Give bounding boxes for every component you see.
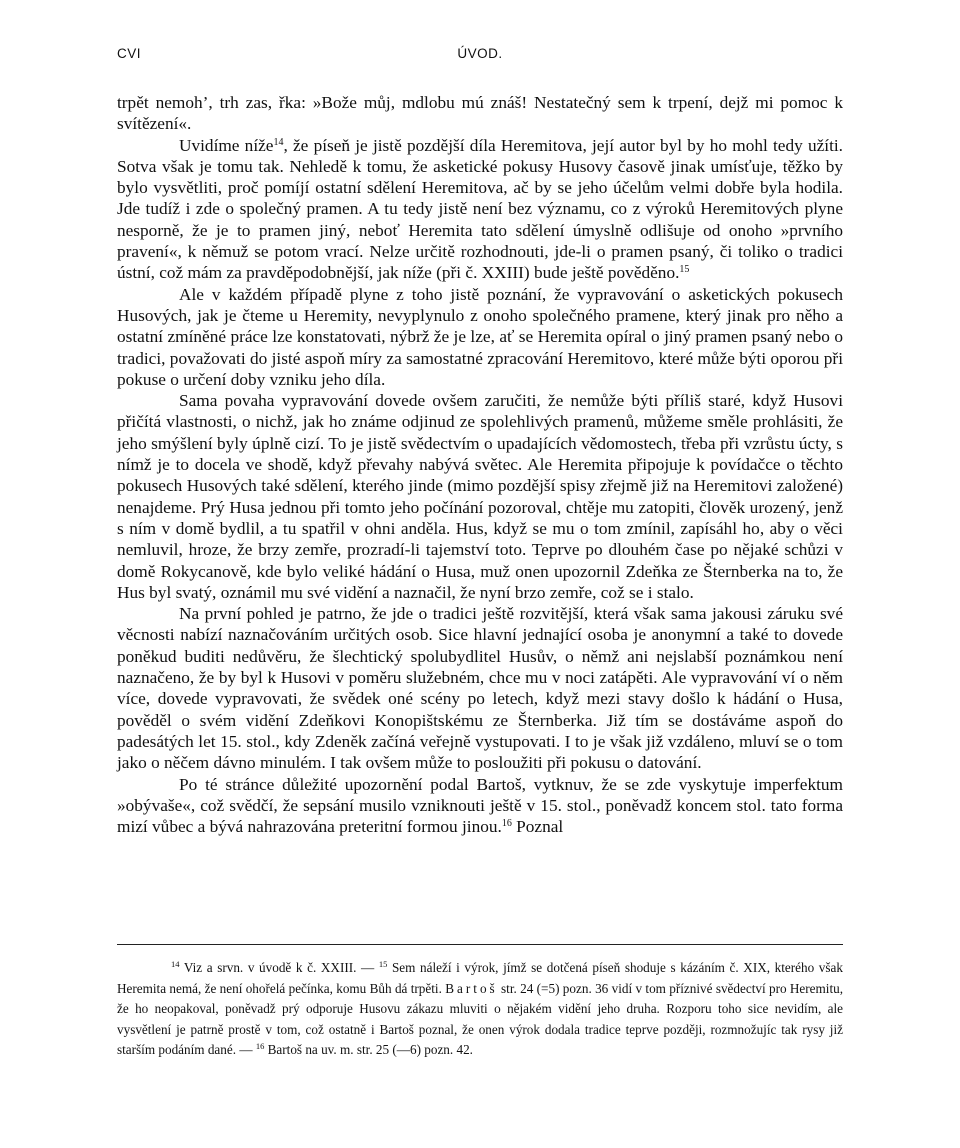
footnote-rule	[117, 944, 843, 945]
cited-author: Bartoš	[445, 980, 498, 996]
paragraph	[117, 135, 843, 284]
paragraph	[117, 92, 843, 135]
footnotes	[117, 958, 843, 1061]
text-run: trpět nemoh’, trh zas, řka: »Bože můj, mdlobu mú znáš! Nestatečný sem k trpení, dejž mi pomoc k svítězení«.	[117, 93, 843, 134]
text-run: Poznal	[511, 817, 564, 837]
body-text	[117, 92, 843, 837]
text-run: str. 24 (=5) pozn. 36 vidí v tom příznivé svědectví pro Heremitu, že ho neopakoval, poněvadž prý odporuje Husovu zákazu mluviti o nějakém vidění jeho druha. Rozporu toho sice nevidím, ale vysvětlení je patrně prostě v tom, což ostatně i Bartoš poznal, že onen výrok dodala tradice teprve později, rozmnožujíc tak rysy již starším podáním dané. —	[117, 980, 843, 1058]
paragraph	[117, 284, 843, 390]
running-title: ÚVOD.	[457, 46, 503, 61]
text-run: Sem náleží i výrok, jímž se dotčená píseň shoduje s kázáním č. XIX, kterého však Heremita nemá, že není ohořelá pečínka, komu Bůh dá trpěti.	[117, 960, 843, 996]
footnote	[117, 958, 843, 1061]
text-run: Ale v každém případě plyne z toho jistě poznání, že vypravování o asketických pokusech Husových, jak je čteme u Heremity, nevyplynulo z onoho společného pramene, který jinak pro něho a ostatní zmíněné práce lze konstatovati, nýbrž že je lze, ať se Heremita opíral o jiný pramen psaný nebo o tradici, považovati do jisté aspoň míry za samostatné zpracování Heremitovo, které může býti oporou při pokuse o určení doby vzniku jeho díla.	[117, 284, 843, 389]
paragraph	[117, 390, 843, 603]
paragraph	[117, 774, 843, 838]
running-header	[117, 46, 843, 68]
footnote-marker: 15	[378, 959, 388, 969]
text-run: , že píseň je jistě pozdější díla Heremitova, její autor byl by ho mohl tedy užíti. Sotva však je tomu tak. Nehledě k tomu, že asketické pokusy Husovy časově jinak umísťuje, těžko by bylo vysvětliti, proč pomíjí ostatní sdělení Heremitova, ač by se jeho účelům velmi dobře byla hodila. Jde tudíž i zde o společný pramen. A tu tedy jistě není bez významu, co z výroků Heremitových plyne nesporně, že je to pramen jiný, neboť Heremita tato sdělení úmyslně odlišuje od onoho »prvního pravení«, k němuž se potom vrací. Nelze určitě rozhodnouti, jde-li o pramen psaný, či toliko o tradici ústní, což mám za pravděpodobnější, jak níže (při č. XXIII) bude ještě pověděno.	[117, 135, 843, 283]
footnote-marker: 14	[273, 136, 284, 148]
text-run: Viz a srvn. v úvodě k č. XXIII. —	[179, 960, 379, 975]
text-run: Uvidíme níže	[179, 135, 274, 155]
footnote-marker: 14	[171, 959, 180, 969]
paragraph	[117, 603, 843, 773]
footnote-marker: 16	[501, 818, 512, 830]
footnote-marker: 15	[679, 264, 690, 276]
page-number: CVI	[117, 46, 142, 61]
text-run: Bartoš na uv. m. str. 25 (—6) pozn. 42.	[264, 1042, 473, 1058]
footnote-marker: 16	[255, 1041, 265, 1052]
text-run: Po té stránce důležité upozornění podal Bartoš, vytknuv, že se zde vyskytuje imperfektum »obývaše«, což svědčí, že sepsání musilo vzniknouti ještě v 15. stol., poněvadž koncem stol. tato forma mizí vůbec a bývá nahrazována preteritní formou jinou.	[117, 774, 843, 837]
text-run: Na první pohled je patrno, že jde o tradici ještě rozvitější, která však sama jakousi záruku své věcnosti nabízí naznačováním určitých osob. Sice hlavní jednající osoba je anonymní a také to dovede poněkud buditi nedůvěru, že šlechtický spolubydlitel Husův, o němž ani nejslabší poznámkou není naznačeno, že by byl k Husovi v poměru služebném, chce mu v noci zatápěti. Ale vypravování ví o něm více, dovede vypravovati, že svědek oné scény po letech, když mezi stavy došlo k hádání o Husa, pověděl o svém vidění Zdeňkovi Konopištskému ze Šternberka. Již tím se dostáváme aspoň do padesátých let 15. stol., kdy Zdeněk začíná veřejně vystupovati. I to je však již vzdáleno, mluví se o tom jako o něčem dávno minulém. I tak ovšem může to posloužiti při pokusu o datování.	[117, 604, 843, 773]
text-run: Sama povaha vypravování dovede ovšem zaručiti, že nemůže býti příliš staré, když Husovi přičítá vlastnosti, o nichž, jak ho známe odjinud ze spolehlivých pramenů, můžeme směle prohlásiti, že jeho smýšlení byly úplně cizí. To je jistě svědectvím o upadajících vědomostech, třeba při vzrůstu úcty, s nímž je to docela ve shodě, když převahy nabývá světec. Ale Heremita připojuje k povídačce o těchto pokusech Husových také sdělení, kterého jinde (mimo pozdější spisy zřejmě již na Heremitovi založené) nenajdeme. Prý Husa jednou při tomto jeho počínání pozoroval, chtěje mu zatopiti, člověk urozený, jenž s ním v domě bydlil, a tu spatřil v ohni anděla. Hus, když se mu o tom zmínil, zapísáhl ho, aby o věci nemluvil, hroze, že brzy zemře, prozradí-li tajemství toto. Teprve po dlouhém čase po nějaké schůzi v domě Rokycanově, kde bylo veliké hádání o Husa, muž onen upozornil Zdeňka ze Šternberka na to, že Hus byl svatý, oznámil mu své vidění a naznačil, že nyní brzo zemře, což se i stalo.	[117, 391, 843, 602]
